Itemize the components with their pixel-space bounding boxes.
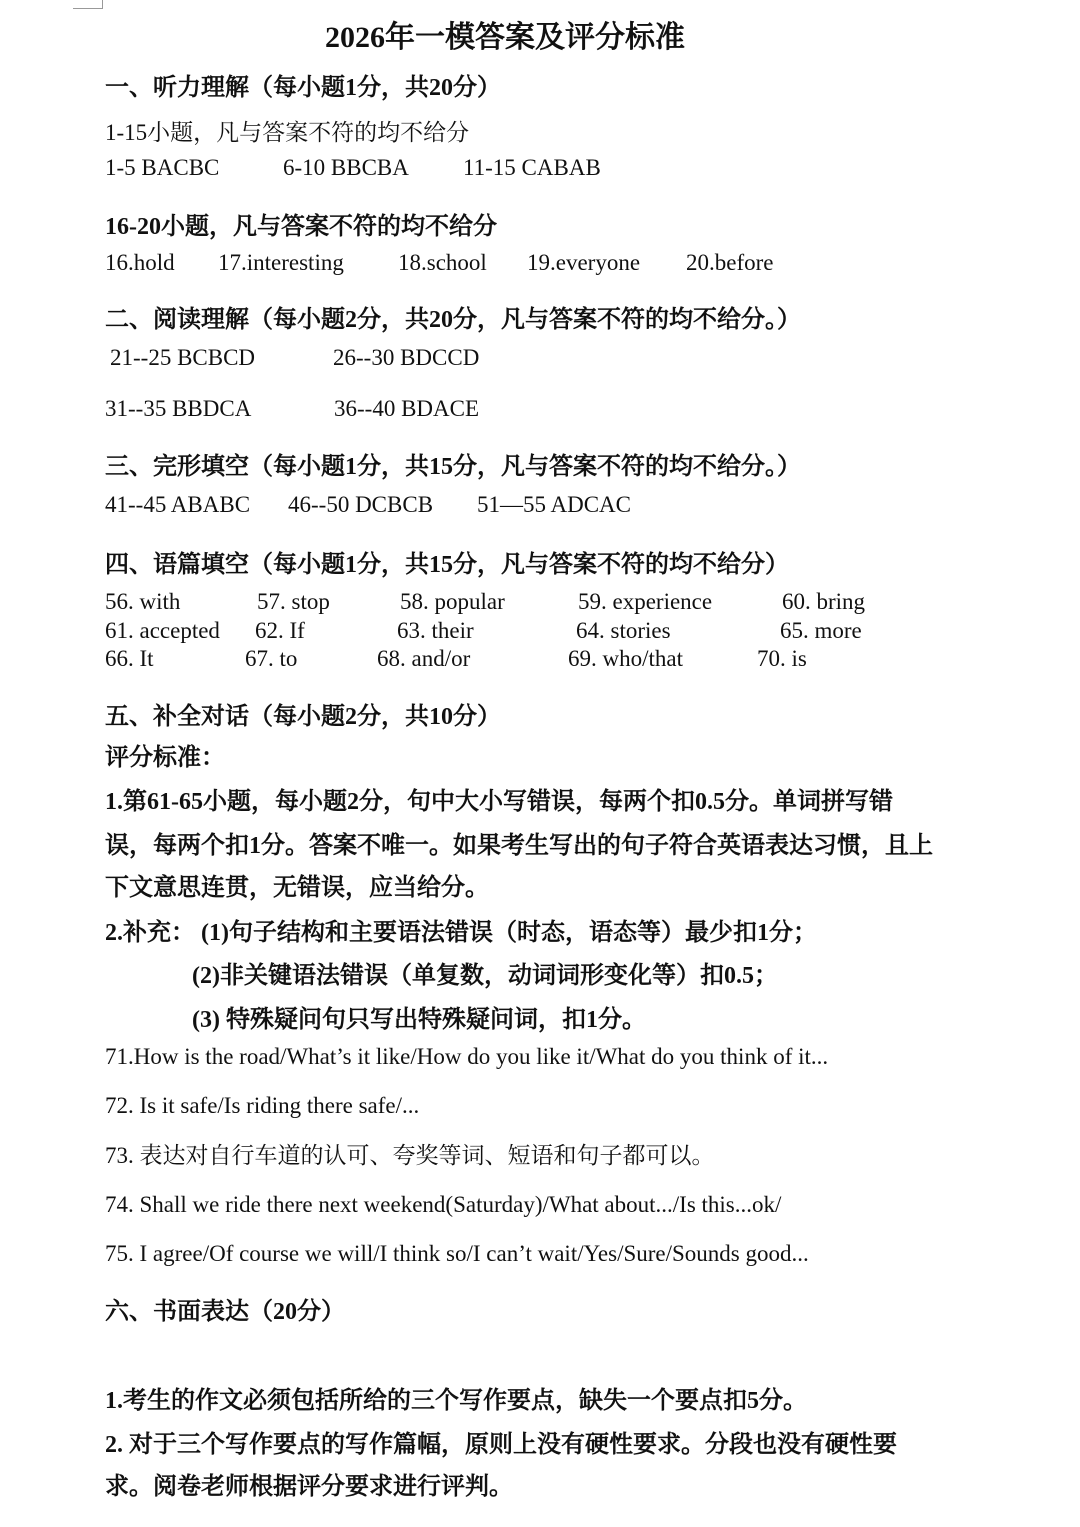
rule-line: 1.第61-65小题，每小题2分，句中大小写错误，每两个扣0.5分。单词拼写错 xyxy=(105,789,893,815)
answer: 57. stop xyxy=(257,589,330,614)
section6-heading: 六、书面表达（20分） xyxy=(105,1299,345,1325)
answer: 17.interesting xyxy=(218,250,344,275)
rule-line: (3) 特殊疑问句只写出特殊疑问词，扣1分。 xyxy=(192,1007,646,1033)
answer-group: 36--40 BDACE xyxy=(334,396,480,421)
answer: 64. stories xyxy=(576,618,671,643)
section3-heading: 三、完形填空（每小题1分，共15分，凡与答案不符的均不给分。） xyxy=(105,454,801,480)
answer-group: 6-10 BBCBA xyxy=(283,155,409,180)
answer-line: 72. Is it safe/Is riding there safe/... xyxy=(105,1093,420,1118)
answer: 68. and/or xyxy=(377,646,471,671)
answer-line: 75. I agree/Of course we will/I think so/I can’t wait/Yes/Sure/Sounds good... xyxy=(105,1241,809,1266)
scan-corner-mark xyxy=(73,8,103,9)
criteria-label: 评分标准： xyxy=(105,745,225,771)
section1-note-2: 16-20小题，凡与答案不符的均不给分 xyxy=(105,214,497,240)
answer: 20.before xyxy=(686,250,774,275)
answer: 63. their xyxy=(397,618,474,643)
answer: 61. accepted xyxy=(105,618,220,643)
answer: 58. popular xyxy=(400,589,505,614)
answer: 56. with xyxy=(105,589,181,614)
answer-group: 51—55 ADCAC xyxy=(477,492,631,517)
section4-heading: 四、语篇填空（每小题1分，共15分，凡与答案不符的均不给分） xyxy=(105,552,789,578)
answer: 66. It xyxy=(105,646,154,671)
section1-heading: 一、听力理解（每小题1分，共20分） xyxy=(105,75,501,101)
rule-line: 求。阅卷老师根据评分要求进行评判。 xyxy=(105,1474,513,1500)
answer-line: 71.How is the road/What’s it like/How do you like it/What do you think of it... xyxy=(105,1044,829,1069)
answer-group: 31--35 BBDCA xyxy=(105,396,252,421)
answer-line: 73. 表达对自行车道的认可、夸奖等词、短语和句子都可以。 xyxy=(105,1143,715,1168)
answer-group: 26--30 BDCCD xyxy=(333,345,480,370)
answer-group: 1-5 BACBC xyxy=(105,155,220,180)
answer: 62. If xyxy=(255,618,305,643)
answer-group: 41--45 ABABC xyxy=(105,492,251,517)
section1-note: 1-15小题，凡与答案不符的均不给分 xyxy=(105,120,470,145)
answer: 19.everyone xyxy=(527,250,641,275)
rule-line: 1.考生的作文必须包括所给的三个写作要点，缺失一个要点扣5分。 xyxy=(105,1388,807,1414)
answer-line: 74. Shall we ride there next weekend(Saturday)/What about.../Is this...ok/ xyxy=(105,1192,782,1217)
answer: 16.hold xyxy=(105,250,175,275)
rule-line: 2. 对于三个写作要点的写作篇幅，原则上没有硬性要求。分段也没有硬性要 xyxy=(105,1432,897,1458)
answer: 18.school xyxy=(398,250,487,275)
section5-heading: 五、补全对话（每小题2分，共10分） xyxy=(105,704,501,730)
answer: 70. is xyxy=(757,646,807,671)
rule-line: 误，每两个扣1分。答案不唯一。如果考生写出的句子符合英语表达习惯，且上 xyxy=(105,833,933,859)
answer: 60. bring xyxy=(782,589,866,614)
scan-corner-mark xyxy=(102,0,103,9)
answer: 67. to xyxy=(245,646,298,671)
answer: 65. more xyxy=(780,618,862,643)
rule-line: 2.补充： (1)句子结构和主要语法错误（时态，语态等）最少扣1分； xyxy=(105,920,817,946)
answer: 69. who/that xyxy=(568,646,683,671)
section2-heading: 二、阅读理解（每小题2分，共20分，凡与答案不符的均不给分。） xyxy=(105,307,801,333)
answer-group: 46--50 DCBCB xyxy=(288,492,434,517)
answer-group: 11-15 CABAB xyxy=(463,155,601,180)
answer-group: 21--25 BCBCD xyxy=(110,345,256,370)
answer: 59. experience xyxy=(578,589,713,614)
rule-line: (2)非关键语法错误（单复数，动词词形变化等）扣0.5； xyxy=(192,963,778,989)
page-title: 2026年一模答案及评分标准 xyxy=(325,21,685,54)
rule-line: 下文意思连贯，无错误，应当给分。 xyxy=(105,875,489,901)
